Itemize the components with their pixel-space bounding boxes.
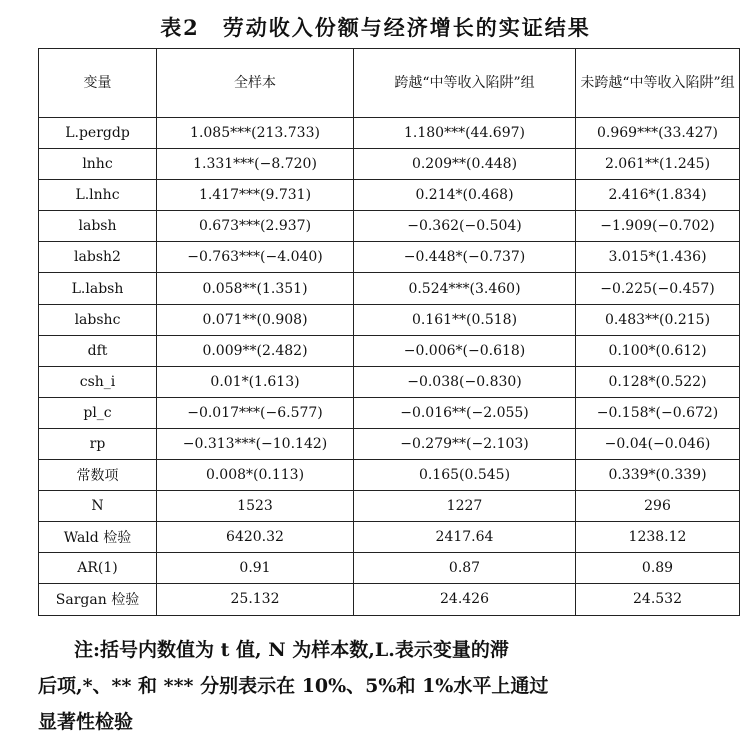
not-crossed-group-cell: 3.015*(1.436) [576, 242, 740, 273]
header-variable: 变量 [39, 49, 157, 118]
crossed-group-cell: 2417.64 [354, 522, 576, 553]
not-crossed-group-cell: 0.339*(0.339) [576, 460, 740, 491]
not-crossed-group-cell: 0.128*(0.522) [576, 366, 740, 397]
not-crossed-group-cell: 0.969***(33.427) [576, 118, 740, 149]
variable-cell: labsh [39, 211, 157, 242]
table-row [39, 211, 740, 242]
crossed-group-cell: 0.165(0.545) [354, 460, 576, 491]
full-sample-cell: 0.91 [157, 553, 354, 584]
not-crossed-group-cell: 0.483**(0.215) [576, 304, 740, 335]
not-crossed-group-cell: 0.89 [576, 553, 740, 584]
table-row [39, 397, 740, 428]
full-sample-cell: 0.673***(2.937) [157, 211, 354, 242]
header-not-crossed-group: 未跨越“中等收入陷阱”组 [576, 49, 740, 118]
table-row [39, 491, 740, 522]
full-sample-cell: −0.763***(−4.040) [157, 242, 354, 273]
not-crossed-group-cell: 296 [576, 491, 740, 522]
table-row [39, 273, 740, 304]
full-sample-cell: 1.085***(213.733) [157, 118, 354, 149]
crossed-group-cell: 0.161**(0.518) [354, 304, 576, 335]
crossed-group-cell: 0.214*(0.468) [354, 180, 576, 211]
header-crossed-group: 跨越“中等收入陷阱”组 [354, 49, 576, 118]
full-sample-cell: 6420.32 [157, 522, 354, 553]
table-note [38, 632, 750, 740]
note-line-2: 后项,*、** 和 *** 分别表示在 10%、5%和 1%水平上通过 [38, 675, 549, 697]
results-table [38, 48, 740, 616]
full-sample-cell: 0.071**(0.908) [157, 304, 354, 335]
full-sample-cell: −0.017***(−6.577) [157, 397, 354, 428]
crossed-group-cell: −0.362(−0.504) [354, 211, 576, 242]
crossed-group-cell: 1227 [354, 491, 576, 522]
results-table-container [38, 48, 739, 616]
not-crossed-group-cell: 0.100*(0.612) [576, 335, 740, 366]
table-row [39, 335, 740, 366]
full-sample-cell: 25.132 [157, 584, 354, 615]
crossed-group-cell: 0.87 [354, 553, 576, 584]
not-crossed-group-cell: 24.532 [576, 584, 740, 615]
full-sample-cell: 1.331***(−8.720) [157, 149, 354, 180]
variable-cell: AR(1) [39, 553, 157, 584]
variable-cell: N [39, 491, 157, 522]
not-crossed-group-cell: −0.225(−0.457) [576, 273, 740, 304]
note-line-3: 显著性检验 [38, 711, 134, 733]
header-full-sample: 全样本 [157, 49, 354, 118]
variable-cell: 常数项 [39, 460, 157, 491]
table-row [39, 460, 740, 491]
crossed-group-cell: 0.524***(3.460) [354, 273, 576, 304]
variable-cell: L.pergdp [39, 118, 157, 149]
crossed-group-cell: 0.209**(0.448) [354, 149, 576, 180]
not-crossed-group-cell: −1.909(−0.702) [576, 211, 740, 242]
crossed-group-cell: 1.180***(44.697) [354, 118, 576, 149]
variable-cell: rp [39, 428, 157, 459]
table-row [39, 366, 740, 397]
not-crossed-group-cell: −0.04(−0.046) [576, 428, 740, 459]
not-crossed-group-cell: 1238.12 [576, 522, 740, 553]
not-crossed-group-cell: 2.061**(1.245) [576, 149, 740, 180]
note-line-1: 注:括号内数值为 t 值, N 为样本数,L.表示变量的滞 [74, 639, 509, 661]
crossed-group-cell: −0.016**(−2.055) [354, 397, 576, 428]
table-row [39, 242, 740, 273]
variable-cell: dft [39, 335, 157, 366]
table-title: 表2 劳动收入份额与经济增长的实证结果 [160, 15, 591, 40]
crossed-group-cell: 24.426 [354, 584, 576, 615]
variable-cell: lnhc [39, 149, 157, 180]
table-row [39, 522, 740, 553]
crossed-group-cell: −0.038(−0.830) [354, 366, 576, 397]
table-row [39, 553, 740, 584]
full-sample-cell: 0.009**(2.482) [157, 335, 354, 366]
crossed-group-cell: −0.448*(−0.737) [354, 242, 576, 273]
crossed-group-cell: −0.006*(−0.618) [354, 335, 576, 366]
table-row [39, 149, 740, 180]
not-crossed-group-cell: 2.416*(1.834) [576, 180, 740, 211]
full-sample-cell: 1523 [157, 491, 354, 522]
variable-cell: L.labsh [39, 273, 157, 304]
table-row [39, 428, 740, 459]
not-crossed-group-cell: −0.158*(−0.672) [576, 397, 740, 428]
full-sample-cell: −0.313***(−10.142) [157, 428, 354, 459]
full-sample-cell: 0.058**(1.351) [157, 273, 354, 304]
variable-cell: csh_i [39, 366, 157, 397]
variable-cell: Sargan 检验 [39, 584, 157, 615]
variable-cell: Wald 检验 [39, 522, 157, 553]
variable-cell: labshc [39, 304, 157, 335]
table-row [39, 180, 740, 211]
crossed-group-cell: −0.279**(−2.103) [354, 428, 576, 459]
full-sample-cell: 1.417***(9.731) [157, 180, 354, 211]
table-row [39, 118, 740, 149]
header-row [39, 49, 740, 118]
full-sample-cell: 0.01*(1.613) [157, 366, 354, 397]
variable-cell: pl_c [39, 397, 157, 428]
table-row [39, 304, 740, 335]
table-row [39, 584, 740, 615]
full-sample-cell: 0.008*(0.113) [157, 460, 354, 491]
variable-cell: L.lnhc [39, 180, 157, 211]
variable-cell: labsh2 [39, 242, 157, 273]
table-body [39, 118, 740, 616]
